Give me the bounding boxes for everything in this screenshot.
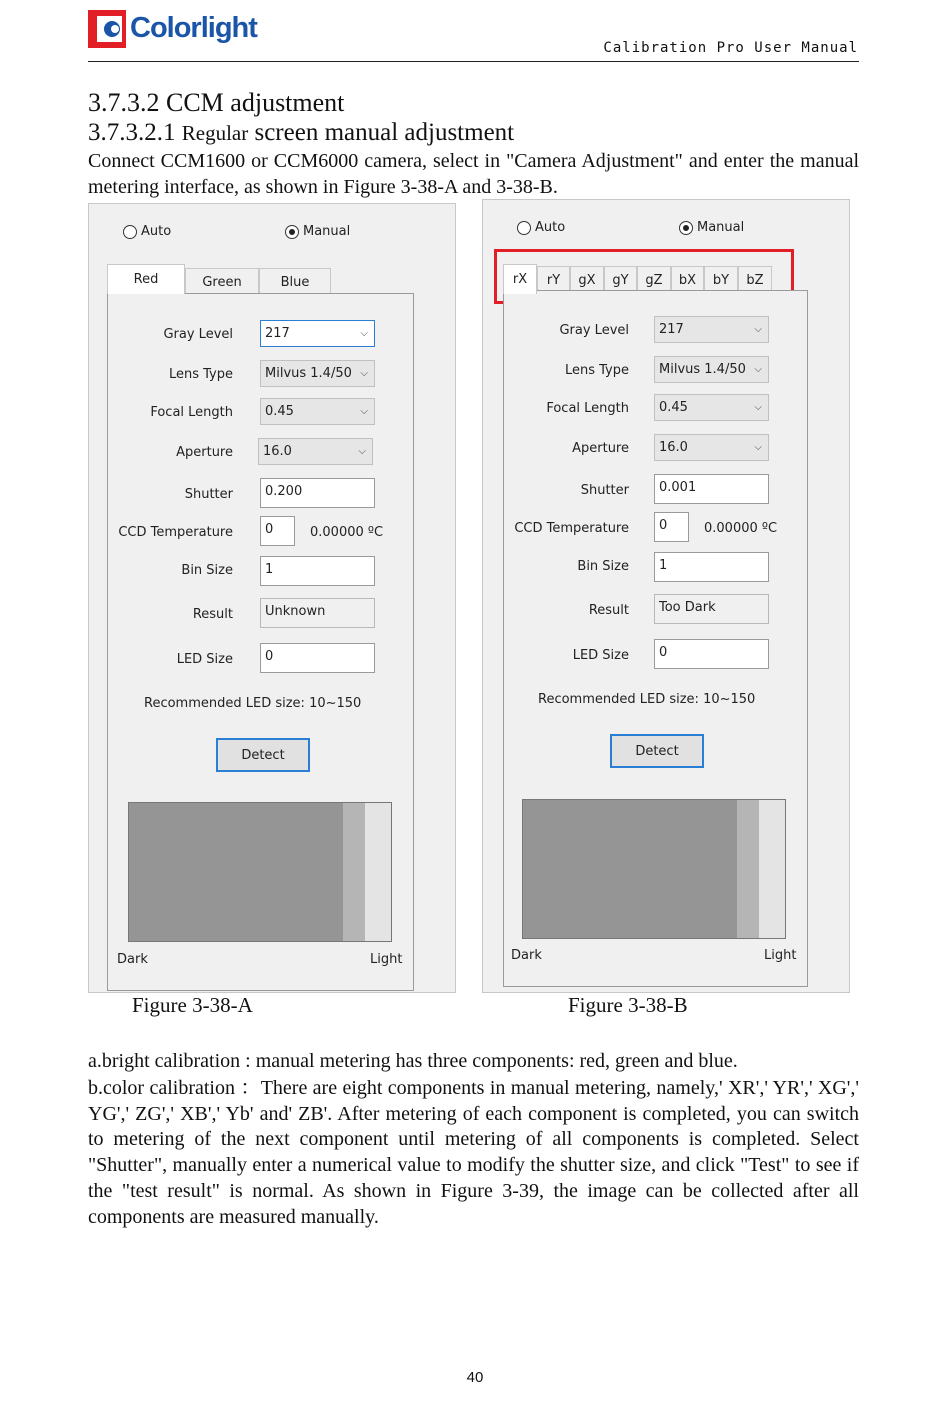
gray-level-select[interactable] bbox=[654, 316, 769, 343]
led-size-input[interactable]: 0 bbox=[654, 639, 769, 669]
ccd-input[interactable]: 0 bbox=[654, 512, 689, 542]
dark-label: Dark bbox=[511, 948, 542, 963]
detect-button[interactable] bbox=[216, 738, 310, 772]
chevron-down-icon: ⌵ bbox=[360, 406, 368, 417]
subsection-heading bbox=[88, 119, 514, 147]
tab-label: bZ bbox=[746, 272, 764, 288]
tab-label: Red bbox=[133, 272, 159, 287]
bin-size-input[interactable]: 1 bbox=[654, 552, 769, 582]
ccd-temperature-value: 0.00000 ºC bbox=[310, 525, 384, 540]
shutter-label: Shutter bbox=[184, 487, 233, 502]
light-label: Light bbox=[370, 952, 403, 967]
radio-off-icon bbox=[123, 225, 137, 239]
shutter-input[interactable]: 0.200 bbox=[260, 478, 375, 508]
auto-radio[interactable] bbox=[517, 220, 565, 235]
focal-length-label: Focal Length bbox=[546, 401, 629, 416]
page-number: 40 bbox=[466, 1369, 484, 1386]
gray-scale-preview bbox=[522, 799, 786, 939]
colorlight-logo-icon bbox=[88, 10, 126, 48]
led-size-label: LED Size bbox=[572, 648, 629, 663]
manual-radio[interactable] bbox=[285, 224, 350, 239]
dark-label: Dark bbox=[117, 952, 148, 967]
recommended-led-size: Recommended LED size: 10~150 bbox=[144, 696, 362, 711]
result-field: Too Dark bbox=[654, 594, 769, 624]
gray-level-label: Gray Level bbox=[163, 327, 233, 342]
lens-type-value: Milvus 1.4/50 bbox=[265, 366, 352, 381]
subsection-word-regular: Regular bbox=[181, 121, 249, 145]
lens-type-value: Milvus 1.4/50 bbox=[659, 362, 746, 377]
result-field: Unknown bbox=[260, 598, 375, 628]
detect-label: Detect bbox=[635, 743, 679, 759]
lens-type-select[interactable] bbox=[654, 356, 769, 383]
tab-red[interactable] bbox=[107, 264, 185, 294]
focal-length-select[interactable] bbox=[260, 398, 375, 425]
detect-button[interactable] bbox=[610, 734, 704, 768]
tab-green[interactable] bbox=[185, 268, 259, 295]
result-label: Result bbox=[192, 607, 233, 622]
tab-label: gZ bbox=[645, 272, 663, 288]
manual-radio[interactable] bbox=[679, 220, 744, 235]
bin-size-label: Bin Size bbox=[181, 563, 233, 578]
aperture-label: Aperture bbox=[572, 441, 629, 456]
lens-type-select[interactable] bbox=[260, 360, 375, 387]
figure-b-caption: Figure 3-38-B bbox=[568, 993, 688, 1017]
tab-label: gX bbox=[578, 272, 596, 288]
chevron-down-icon: ⌵ bbox=[358, 446, 366, 457]
ccd-temperature-value: 0.00000 ºC bbox=[704, 521, 778, 536]
section-heading: 3.7.3.2 CCM adjustment bbox=[88, 88, 345, 117]
tab-label: rY bbox=[546, 272, 561, 288]
aperture-select[interactable] bbox=[258, 438, 373, 465]
subsection-title: screen manual adjustment bbox=[254, 119, 515, 146]
colorlight-logo bbox=[88, 10, 260, 50]
gray-level-label: Gray Level bbox=[559, 323, 629, 338]
bin-size-input[interactable]: 1 bbox=[260, 556, 375, 586]
ccd-temperature-label: CCD Temperature bbox=[118, 525, 233, 540]
radio-on-icon bbox=[679, 221, 693, 235]
radio-on-icon bbox=[285, 225, 299, 239]
auto-radio[interactable] bbox=[123, 224, 171, 239]
figure-a-panel bbox=[88, 203, 456, 993]
aperture-select[interactable] bbox=[654, 434, 769, 461]
aperture-value: 16.0 bbox=[659, 440, 688, 455]
led-size-label: LED Size bbox=[176, 652, 233, 667]
chevron-down-icon: ⌵ bbox=[754, 442, 762, 453]
tab-label: gY bbox=[612, 272, 629, 288]
tab-label: Green bbox=[202, 274, 242, 290]
aperture-value: 16.0 bbox=[263, 444, 292, 459]
ccd-temperature-label: CCD Temperature bbox=[514, 521, 629, 536]
chevron-down-icon: ⌵ bbox=[360, 328, 368, 339]
detect-label: Detect bbox=[241, 747, 285, 763]
tab-label: bX bbox=[678, 272, 697, 288]
ccd-input[interactable]: 0 bbox=[260, 516, 295, 546]
gray-level-value: 217 bbox=[265, 326, 290, 341]
gray-scale-preview bbox=[128, 802, 392, 942]
led-size-input[interactable]: 0 bbox=[260, 643, 375, 673]
figure-a-caption: Figure 3-38-A bbox=[132, 993, 253, 1017]
bin-size-label: Bin Size bbox=[577, 559, 629, 574]
shutter-label: Shutter bbox=[580, 483, 629, 498]
manual-label: Manual bbox=[697, 220, 745, 235]
tab-label: rX bbox=[512, 272, 528, 287]
tab-label: bY bbox=[712, 272, 730, 288]
chevron-down-icon: ⌵ bbox=[360, 368, 368, 379]
manual-label: Manual bbox=[303, 224, 351, 239]
tab-content bbox=[503, 290, 808, 987]
light-label: Light bbox=[764, 948, 797, 963]
result-label: Result bbox=[588, 603, 629, 618]
radio-off-icon bbox=[517, 221, 531, 235]
tab-blue[interactable] bbox=[259, 268, 331, 295]
subsection-number: 3.7.3.2.1 bbox=[88, 119, 176, 146]
chevron-down-icon: ⌵ bbox=[754, 364, 762, 375]
tab-rx[interactable] bbox=[503, 264, 537, 294]
header-divider bbox=[88, 61, 859, 62]
focal-length-select[interactable] bbox=[654, 394, 769, 421]
auto-label: Auto bbox=[141, 224, 172, 239]
shutter-input[interactable]: 0.001 bbox=[654, 474, 769, 504]
bright-calibration-paragraph: a.bright calibration : manual metering has three components: red, green and blue. bbox=[88, 1050, 738, 1072]
lens-type-label: Lens Type bbox=[564, 363, 629, 378]
lens-type-label: Lens Type bbox=[168, 367, 233, 382]
tab-content bbox=[107, 293, 414, 991]
focal-length-value: 0.45 bbox=[265, 404, 294, 419]
aperture-label: Aperture bbox=[176, 445, 233, 460]
figure-b-panel bbox=[482, 199, 850, 993]
focal-length-value: 0.45 bbox=[659, 400, 688, 415]
logo-text: Colorlight bbox=[130, 12, 257, 44]
manual-title: Calibration Pro User Manual bbox=[603, 40, 858, 56]
intro-paragraph: Connect CCM1600 or CCM6000 camera, select in "Camera Adjustment" and enter the manual metering interface, as shown in Figure 3-38-A and 3-38-B. bbox=[88, 150, 859, 198]
chevron-down-icon: ⌵ bbox=[754, 402, 762, 413]
recommended-led-size: Recommended LED size: 10~150 bbox=[538, 692, 756, 707]
focal-length-label: Focal Length bbox=[150, 405, 233, 420]
auto-label: Auto bbox=[535, 220, 566, 235]
chevron-down-icon: ⌵ bbox=[754, 324, 762, 335]
gray-level-select[interactable] bbox=[260, 320, 375, 347]
tab-label: Blue bbox=[280, 274, 310, 290]
gray-level-value: 217 bbox=[659, 322, 684, 337]
color-calibration-paragraph: b.color calibration ：There are eight components in manual metering, namely,' XR',' YR',' XG',' YG',' ZG',' XB',' Yb' and' ZB'. After metering of each component is completed, you can switch to metering of the next component until metering of all components is completed. Select "Shutter", manually enter a numerical value to modify the shutter size, and click "Test" to see if the "test result" is normal. As shown in Figure 3-39, the image can be collected after all components are measured manually. bbox=[88, 1077, 859, 1228]
